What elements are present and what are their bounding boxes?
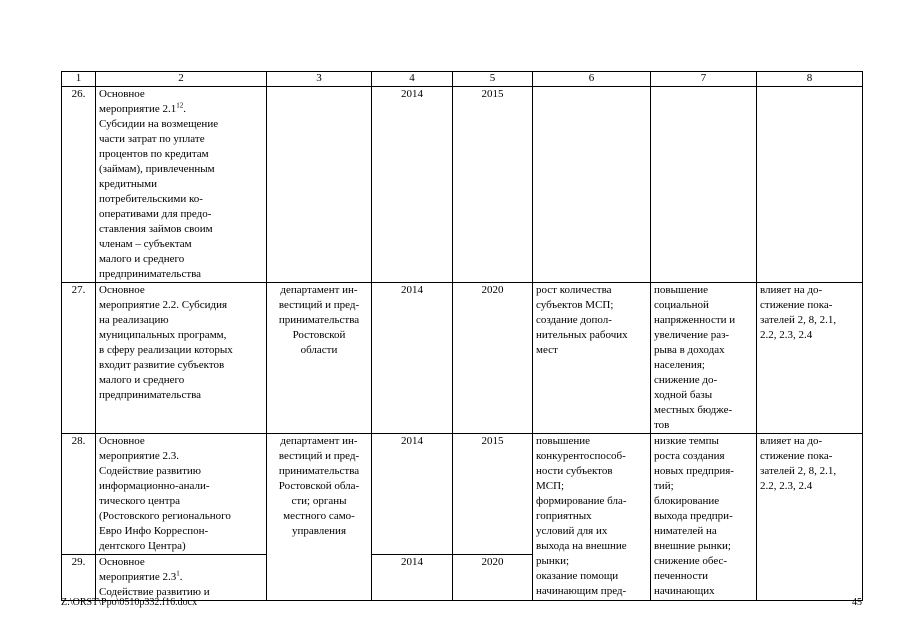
indicator-link bbox=[757, 87, 863, 283]
document-file-path: Z:\ORST\Ppo\0510p332.f16.docx bbox=[61, 597, 198, 608]
expected-result: рост количества субъектов МСП; создание допол- нительных рабочих мест bbox=[533, 283, 651, 434]
footnote-marker: 12 bbox=[176, 101, 184, 110]
table-row bbox=[62, 283, 863, 434]
end-year: 2020 bbox=[453, 555, 533, 601]
row-number: 27. bbox=[62, 283, 96, 434]
header-cell: 2 bbox=[96, 72, 267, 87]
measure-name: Основное мероприятие 2.2. Субсидия на реализацию муниципальных программ, в сферу реализации которых входит развитие субъектов малого и среднего предпринимательства bbox=[96, 283, 267, 434]
indicator-link: влияет на до- стижение пока- зателей 2, 8, 2.1, 2.2, 2.3, 2.4 bbox=[757, 283, 863, 434]
executor-cell: департамент ин- вестиций и пред- принимательства Ростовской обла- сти; органы местного само- управления bbox=[267, 434, 372, 601]
start-year: 2014 bbox=[372, 434, 453, 555]
end-year: 2015 bbox=[453, 434, 533, 555]
footnote-marker: 1 bbox=[176, 569, 180, 578]
header-cell: 8 bbox=[757, 72, 863, 87]
indicator-link: влияет на до- стижение пока- зателей 2, 8, 2.1, 2.2, 2.3, 2.4 bbox=[757, 434, 863, 601]
table-row bbox=[62, 87, 863, 283]
header-cell: 3 bbox=[267, 72, 372, 87]
measure-name: Основное мероприятие 2.3. Содействие развитию информационно-анали- тического центра (Ростовского регионального Евро Инфо Корреспон- дентского Центра) bbox=[96, 434, 267, 555]
header-cell: 5 bbox=[453, 72, 533, 87]
header-cell: 1 bbox=[62, 72, 96, 87]
start-year: 2014 bbox=[372, 283, 453, 434]
non-implementation-consequence: низкие темпы роста создания новых предприя- тий; блокирование выхода предпри- нимателей на внешние рынки; снижение обес- печенности начинающих bbox=[651, 434, 757, 601]
row-number: 26. bbox=[62, 87, 96, 283]
row-number: 28. bbox=[62, 434, 96, 555]
executor-cell: департамент ин- вестиций и пред- принимательства Ростовской области bbox=[267, 283, 372, 434]
header-cell: 6 bbox=[533, 72, 651, 87]
end-year: 2015 bbox=[453, 87, 533, 283]
row-number: 29. bbox=[62, 555, 96, 601]
page-number: 45 bbox=[852, 597, 862, 608]
non-implementation-consequence bbox=[651, 87, 757, 283]
header-cell: 7 bbox=[651, 72, 757, 87]
executor-cell bbox=[267, 87, 372, 283]
table-row bbox=[62, 434, 863, 555]
expected-result: повышение конкурентоспособ- ности субъектов МСП; формирование бла- гоприятных условий для их выхода на внешние рынки; оказание помощи начинающим пред- bbox=[533, 434, 651, 601]
end-year: 2020 bbox=[453, 283, 533, 434]
table-header-row bbox=[62, 72, 863, 87]
header-cell: 4 bbox=[372, 72, 453, 87]
measure-name: Основное мероприятие $2.3^1$. Содействие развитию и bbox=[96, 555, 267, 601]
non-implementation-consequence: повышение социальной напряженности и увеличение раз- рыва в доходах населения; снижение до- ходной базы местных бюдже- тов bbox=[651, 283, 757, 434]
start-year: 2014 bbox=[372, 555, 453, 601]
start-year: 2014 bbox=[372, 87, 453, 283]
expected-result bbox=[533, 87, 651, 283]
program-measures-table bbox=[61, 71, 863, 601]
measure-name: Основное мероприятие $2.1^{12}$. Субсидии на возмещение части затрат по уплате процентов по кредитам (займам), привлеченным кредитными потребительскими ко- оперативами для предо- ставления займов своим членам – субъектам малого и среднего предпринимательства bbox=[96, 87, 267, 283]
